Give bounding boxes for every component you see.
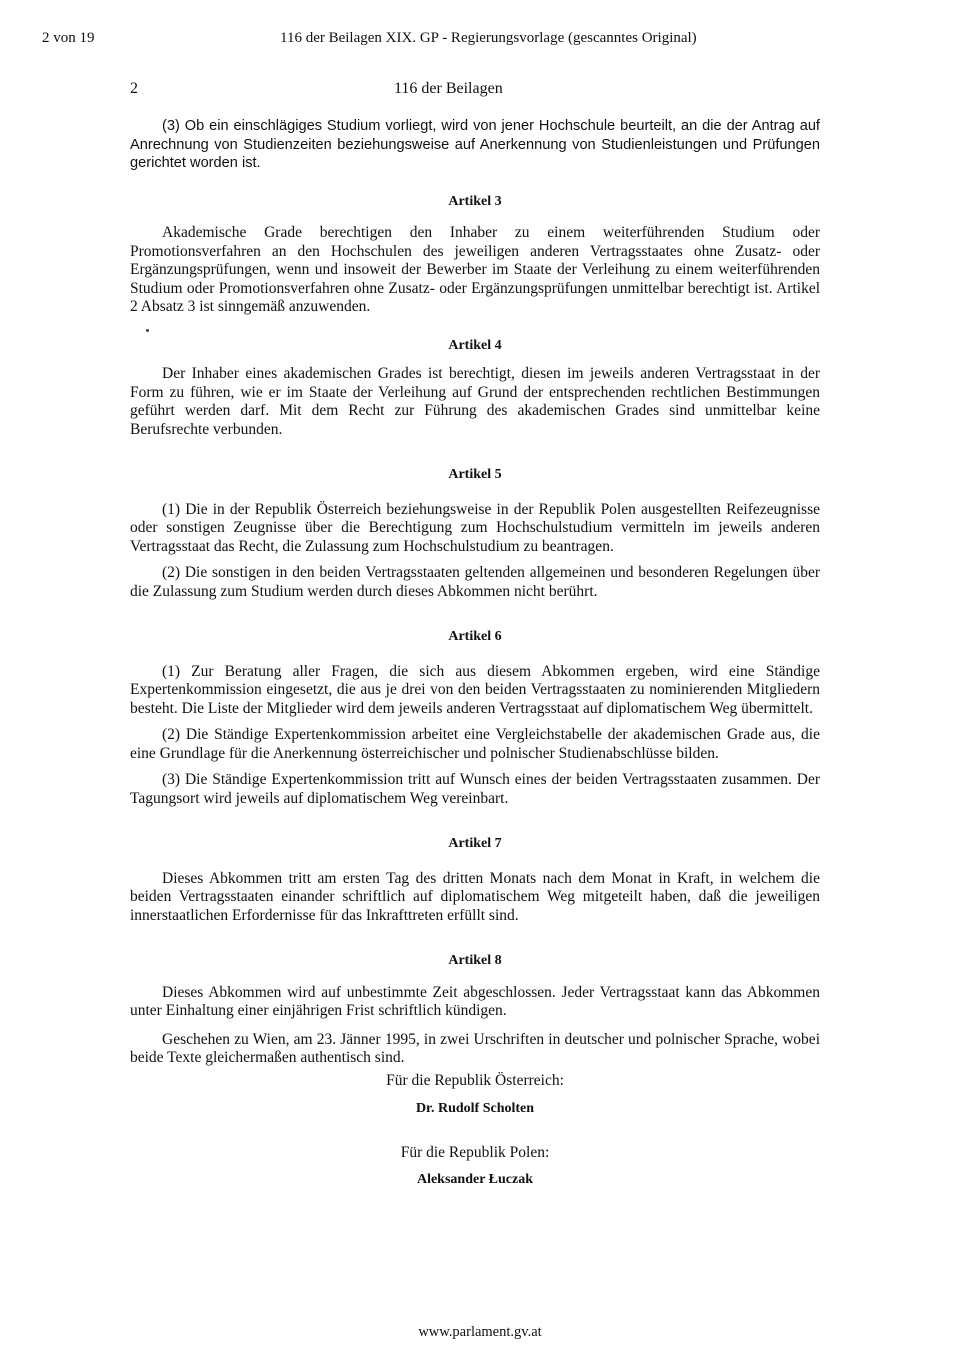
footer-url: www.parlament.gv.at [418,1324,542,1340]
article-5-heading: Artikel 5 [448,467,502,482]
article-3-heading: Artikel 3 [448,193,502,209]
article-4-paragraph: Der Inhaber eines akademischen Grades ist berechtigt, diesen im jeweils anderen Vertragsstaat in der Form zu führen, wie er im Staate der Verleihung auf Grund der entsprechenden rechtlichen Bestimmungen geführt werden darf. Mit dem Recht zur Führung des akademischen Grades sind unmittelbar keine Berufsrechte verbunden. [130,365,820,438]
intro-paragraph: (3) Ob ein einschlägiges Studium vorliegt, wird von jener Hochschule beurteilt, an die der Antrag auf Anrechnung von Studienzeiten beziehungsweise auf Anerkennung von Studienleistungen und Prüfungen gerichtet worden ist. [130,118,820,171]
page-count: 2 von 19 [42,30,95,46]
page-number: 2 [130,80,138,97]
print-header [0,30,960,54]
article-6-paragraph-3: (3) Die Ständige Expertenkommission tritt auf Wunsch eines der beiden Vertragsstaaten zusammen. Der Tagungsort wird jeweils auf diplomatischem Weg vereinbart. [130,771,820,807]
article-5-paragraph-2: (2) Die sonstigen in den beiden Vertragsstaaten geltenden allgemeinen und besonderen Regelungen über die Zulassung zum Studium werden durch dieses Abkommen nicht berührt. [130,564,820,600]
scan-speck [146,329,149,332]
signature-name-austria: Dr. Rudolf Scholten [415,1101,535,1116]
document-body [130,117,820,1068]
article-5-paragraph-1: (1) Die in der Republik Österreich beziehungsweise in der Republik Polen ausgestellten Reifezeugnisse oder sonstigen Zeugnisse über die Berechtigung zum Hochschulstudium vermitteln im jeweils anderen Vertragsstaat das Recht, die Zulassung zum Hochschulstudium zu beantragen. [130,500,820,555]
article-8-heading: Artikel 8 [448,953,502,968]
signature-label-poland: Für die Republik Polen: [400,1144,550,1161]
article-7-heading: Artikel 7 [448,836,502,851]
article-6-heading: Artikel 6 [448,629,502,644]
article-6-paragraph-1: (1) Zur Beratung aller Fragen, die sich aus diesem Abkommen ergeben, wird eine Ständige Expertenkommission eingesetzt, die aus je drei von den beiden Vertragsstaaten zu nominierenden Mitgliedern besteht. Die Liste der Mitglieder wird dem jeweils anderen Vertragsstaat auf diplomatischem Weg übermittelt. [130,662,820,717]
article-3-paragraph: Akademische Grade berechtigen den Inhaber zu einem weiterführenden Studium oder Promotionsverfahren an den Hochschulen des jeweiligen anderen Vertragsstaates ohne Zusatz- oder Ergänzungsprüfungen, wenn und insoweit der Bewerber im Staate der Verleihung zu einem weiterführenden Studium oder Promotionsverfahren ohne Zusatz- oder Ergänzungsprüfungen unmittelbar berechtigt ist. Artikel 2 Absatz 3 ist sinngemäß anzuwenden. [130,224,820,315]
article-4-heading: Artikel 4 [448,337,502,353]
article-7-paragraph: Dieses Abkommen tritt am ersten Tag des dritten Monats nach dem Monat in Kraft, in welchem die beiden Vertragsstaaten einander schriftlich auf diplomatischem Weg mitgeteilt haben, daß die jeweiligen innerstaatlichen Erfordernisse für das Inkrafttreten erfüllt sind. [130,869,820,924]
signature-name-poland: Aleksander Łuczak [416,1172,534,1187]
signature-label-austria: Für die Republik Österreich: [386,1072,564,1089]
document-title: 116 der Beilagen XIX. GP - Regierungsvorlage (gescanntes Original) [280,30,697,46]
article-6-paragraph-2: (2) Die Ständige Expertenkommission arbeitet eine Vergleichstabelle der akademischen Grade aus, die eine Grundlage für die Anerkennung österreichischer und polnischer Studienabschlüsse bilden. [130,726,820,762]
article-8-paragraph: Dieses Abkommen wird auf unbestimmte Zeit abgeschlossen. Jeder Vertragsstaat kann das Abkommen unter Einhaltung einer einjährigen Frist schriftlich kündigen. [130,983,820,1019]
running-head: 116 der Beilagen [394,80,503,97]
closing-paragraph: Geschehen zu Wien, am 23. Jänner 1995, in zwei Urschriften in deutscher und polnischer Sprache, wobei beide Texte gleichermaßen authentisch sind. [130,1030,820,1066]
